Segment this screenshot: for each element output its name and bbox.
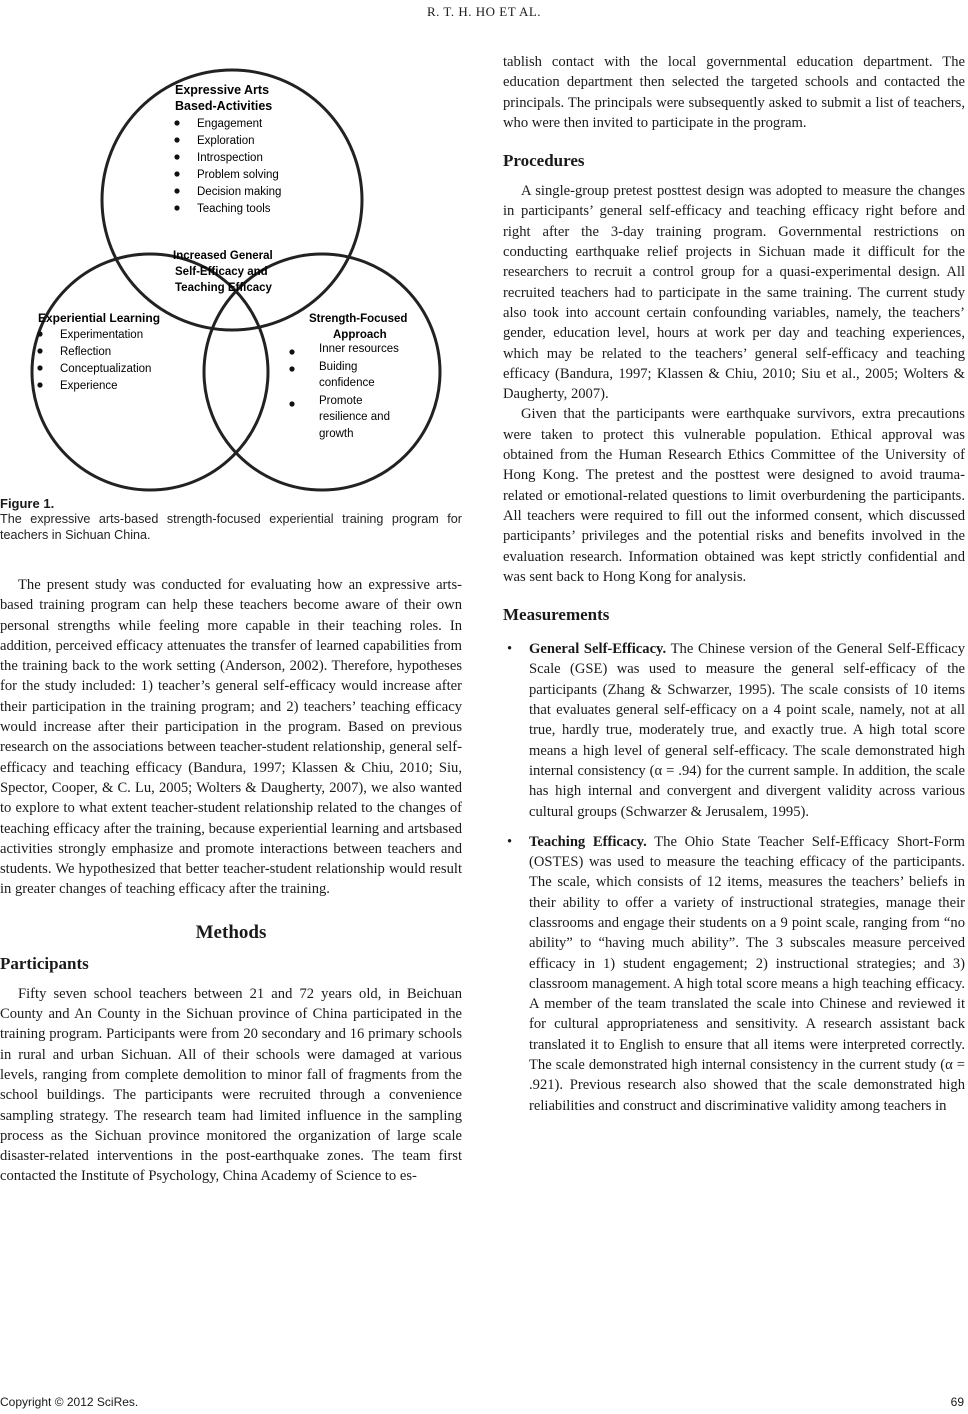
- participants-paragraph: Fifty seven school teachers between 21 and 72 years old, in Beichuan County and An County in the Sichuan province of China participated in the training program. Participants were from 20 secondary and 16 primary schools in rural and urban Sichuan. All of their schools were damaged at various levels, ranging from complete demolition to minor fall of fragments from the school buildings. The participants were recruited through a convenience sampling strategy. The research team had limited influence in the sampling process as the Sichuan province monitored the organization of large scale disaster-related interventions in the post-earthquake zones. The team first contacted the Institute of Psychology, China Academy of Science to es-: [0, 985, 462, 1185]
- left-column: [0, 496, 462, 1187]
- top-item: Decision making: [197, 186, 282, 198]
- bullet-teaching-efficacy: [503, 832, 965, 1116]
- bullet-dot-icon: •: [507, 833, 513, 850]
- right-circle-bullets: [289, 343, 399, 440]
- bullet-dot: [37, 382, 42, 387]
- center-line: Teaching Efficacy: [175, 282, 272, 294]
- right-circle-title-2: Approach: [333, 329, 387, 341]
- procedures-heading: Procedures: [503, 151, 585, 171]
- right-circle-title-1: Strength-Focused: [309, 313, 408, 325]
- venn-diagram: [0, 52, 462, 492]
- bullet-dot: [289, 349, 294, 354]
- top-item: Exploration: [197, 135, 255, 147]
- bullet-lead: General Self-Efficacy.: [529, 641, 667, 658]
- bullet-dot: [174, 188, 179, 193]
- bullet-dot: [174, 171, 179, 176]
- top-circle-title-1: Expressive Arts: [175, 83, 270, 97]
- right-item-cont: growth: [319, 428, 354, 440]
- bullet-text: The Chinese version of the General Self-Efficacy Scale (GSE) was used to measure the general self-efficacy of the participants (Zhang & Schwarzer, 1995). The scale consists of 10 items that evaluates general self-efficacy on a 4 point scale, namely, not at all true, hardly true, moderately true, and exactly true. A high total score means a high level of general self-efficacy. The scale demonstrated high internal consistency (α = .94) for the current sample. In addition, the scale has high internal and convergent and divergent validity across various cultural groups (Schwarzer & Jerusalem, 1995).: [529, 641, 965, 820]
- continued-paragraph: tablish contact with the local governmental education department. The education department then selected the targeted schools and contacted the principals. The principals were subsequently asked to submit a list of teachers, who were then invited to participate in the program.: [503, 54, 965, 131]
- measurements-heading: Measurements: [503, 605, 610, 625]
- left-circle-bullets: [37, 329, 151, 392]
- center-line: Increased General: [173, 250, 273, 262]
- bullet-dot: [289, 401, 294, 406]
- bullet-dot: [37, 348, 42, 353]
- bullet-dot: [174, 154, 179, 159]
- intro-paragraph: The present study was conducted for evaluating how an expressive arts-based training program can help these teachers become aware of their own personal strengths while feeling more capable in their teaching roles. In addition, perceived efficacy attenuates the transfer of learned capabilities from the training back to the work setting (Anderson, 2002). Therefore, hypotheses for the study included: 1) teacher’s general self-efficacy would increase after their participation in the training program; and 2) teachers’ teaching efficacy would increase after their participation in the program. Based on previous research on the associations between teacher-student relationship, general self-efficacy and teaching efficacy (Bandura, 1997; Klassen & Chiu, 2010; Siu, Spector, Cooper, & C. Lu, 2005; Wolters & Daugherty, 2007), we also wanted to explore to what extent teacher-student relationship related to the changes of teaching efficacy after the training, because experiential learning and artsbased activities strongly emphasize and promote interactions between teachers and students. We hypothesized that better teacher-student relationship would result in greater changes of teaching efficacy after the training.: [0, 577, 462, 898]
- bullet-lead: Teaching Efficacy.: [529, 833, 647, 850]
- right-item: Inner resources: [319, 343, 399, 355]
- copyright: Copyright © 2012 SciRes.: [0, 1395, 139, 1409]
- right-column: [503, 52, 965, 1116]
- bullet-dot: [37, 365, 42, 370]
- right-item: Buiding: [319, 361, 358, 373]
- figure-label: Figure 1.: [0, 496, 55, 511]
- methods-heading: Methods: [195, 921, 267, 943]
- top-item: Problem solving: [197, 169, 279, 181]
- left-item: Experimentation: [60, 329, 144, 341]
- page-number: 69: [950, 1395, 964, 1409]
- top-circle-title-2: Based-Activities: [175, 99, 273, 113]
- left-item: Conceptualization: [60, 363, 152, 375]
- bullet-general-self-efficacy: [503, 639, 965, 822]
- figure-caption: The expressive arts-based strength-focused experiential training program for teachers in Sichuan China.: [0, 512, 462, 542]
- right-item: Promote: [319, 395, 363, 407]
- top-circle-bullets: [174, 118, 281, 215]
- right-item-cont: resilience and: [319, 411, 390, 423]
- procedures-paragraph-1: A single-group pretest posttest design was adopted to measure the changes in participants’ general self-efficacy and teaching efficacy right before and right after the 3-day training program. Governmental restrictions on conducting earthquake relief projects in Sichuan made it difficult for the researchers to recruit a control group for a quasi-experimental design. All recruited teachers had to participate in the same training. The current study also took into account certain confounding variables, namely, the teachers’ gender, education level, hours at work per day and teaching experiences, which may be related to the teachers’ general self-efficacy and teaching efficacy (Bandura, 1997; Klassen & Chiu, 2010; Siu et al., 2005; Wolters & Daugherty, 2007).: [503, 183, 965, 403]
- top-item: Introspection: [197, 152, 263, 164]
- left-item: Reflection: [60, 346, 112, 358]
- left-item: Experience: [60, 380, 118, 392]
- bullet-dot: [174, 205, 179, 210]
- running-head: R. T. H. HO ET AL.: [426, 4, 542, 19]
- bullet-dot: [289, 366, 294, 371]
- participants-heading: Participants: [0, 953, 89, 973]
- bullet-dot: [37, 331, 42, 336]
- center-line: Self-Efficacy and: [175, 266, 268, 278]
- top-item: Engagement: [197, 118, 263, 130]
- bullet-dot: [174, 137, 179, 142]
- bullet-dot-icon: •: [507, 641, 513, 658]
- top-item: Teaching tools: [197, 203, 271, 215]
- left-circle-title: Experiential Learning: [38, 311, 161, 325]
- procedures-paragraph-2: Given that the participants were earthquake survivors, extra precautions were taken to protect this vulnerable population. Ethical approval was obtained from the Human Research Ethics Committee of the University of Hong Kong. The pretest and the posttest were designed to avoid trauma-related or emotional-related questions to limit overburdening the participants. All teachers were required to fill out the informed consent, which discussed participants’ privileges and the potential risks and benefits involved in the evaluation research. Information obtained was kept strictly confidential and was sent back to Hong Kong for analysis.: [503, 406, 965, 585]
- bullet-text: The Ohio State Teacher Self-Efficacy Short-Form (OSTES) was used to measure the teaching efficacy of the participants. The scale, which consists of 12 items, measures the teachers’ beliefs in their ability to offer a variety of instructional strategies, manage their classrooms and engage their students on a 9 point scale, ranging from “no ability” to “having much ability”. The 3 subscales measure perceived efficacy in 1) student engagement; 2) instructional strategies; and 3) classroom management. A high total score means a high teaching efficacy. A member of the team translated the scale into Chinese and reviewed it for cultural appropriateness and sensitivity. A research assistant back translated it to English to ensure that all items were interpreted correctly. The scale demonstrated high internal consistency in the current study (α = .921). Previous research also showed that the scale demonstrated high reliabilities and construct and discriminative validity among teachers in: [529, 833, 965, 1114]
- center-label: [173, 250, 273, 294]
- bullet-dot: [174, 120, 179, 125]
- right-item-cont: confidence: [319, 377, 375, 389]
